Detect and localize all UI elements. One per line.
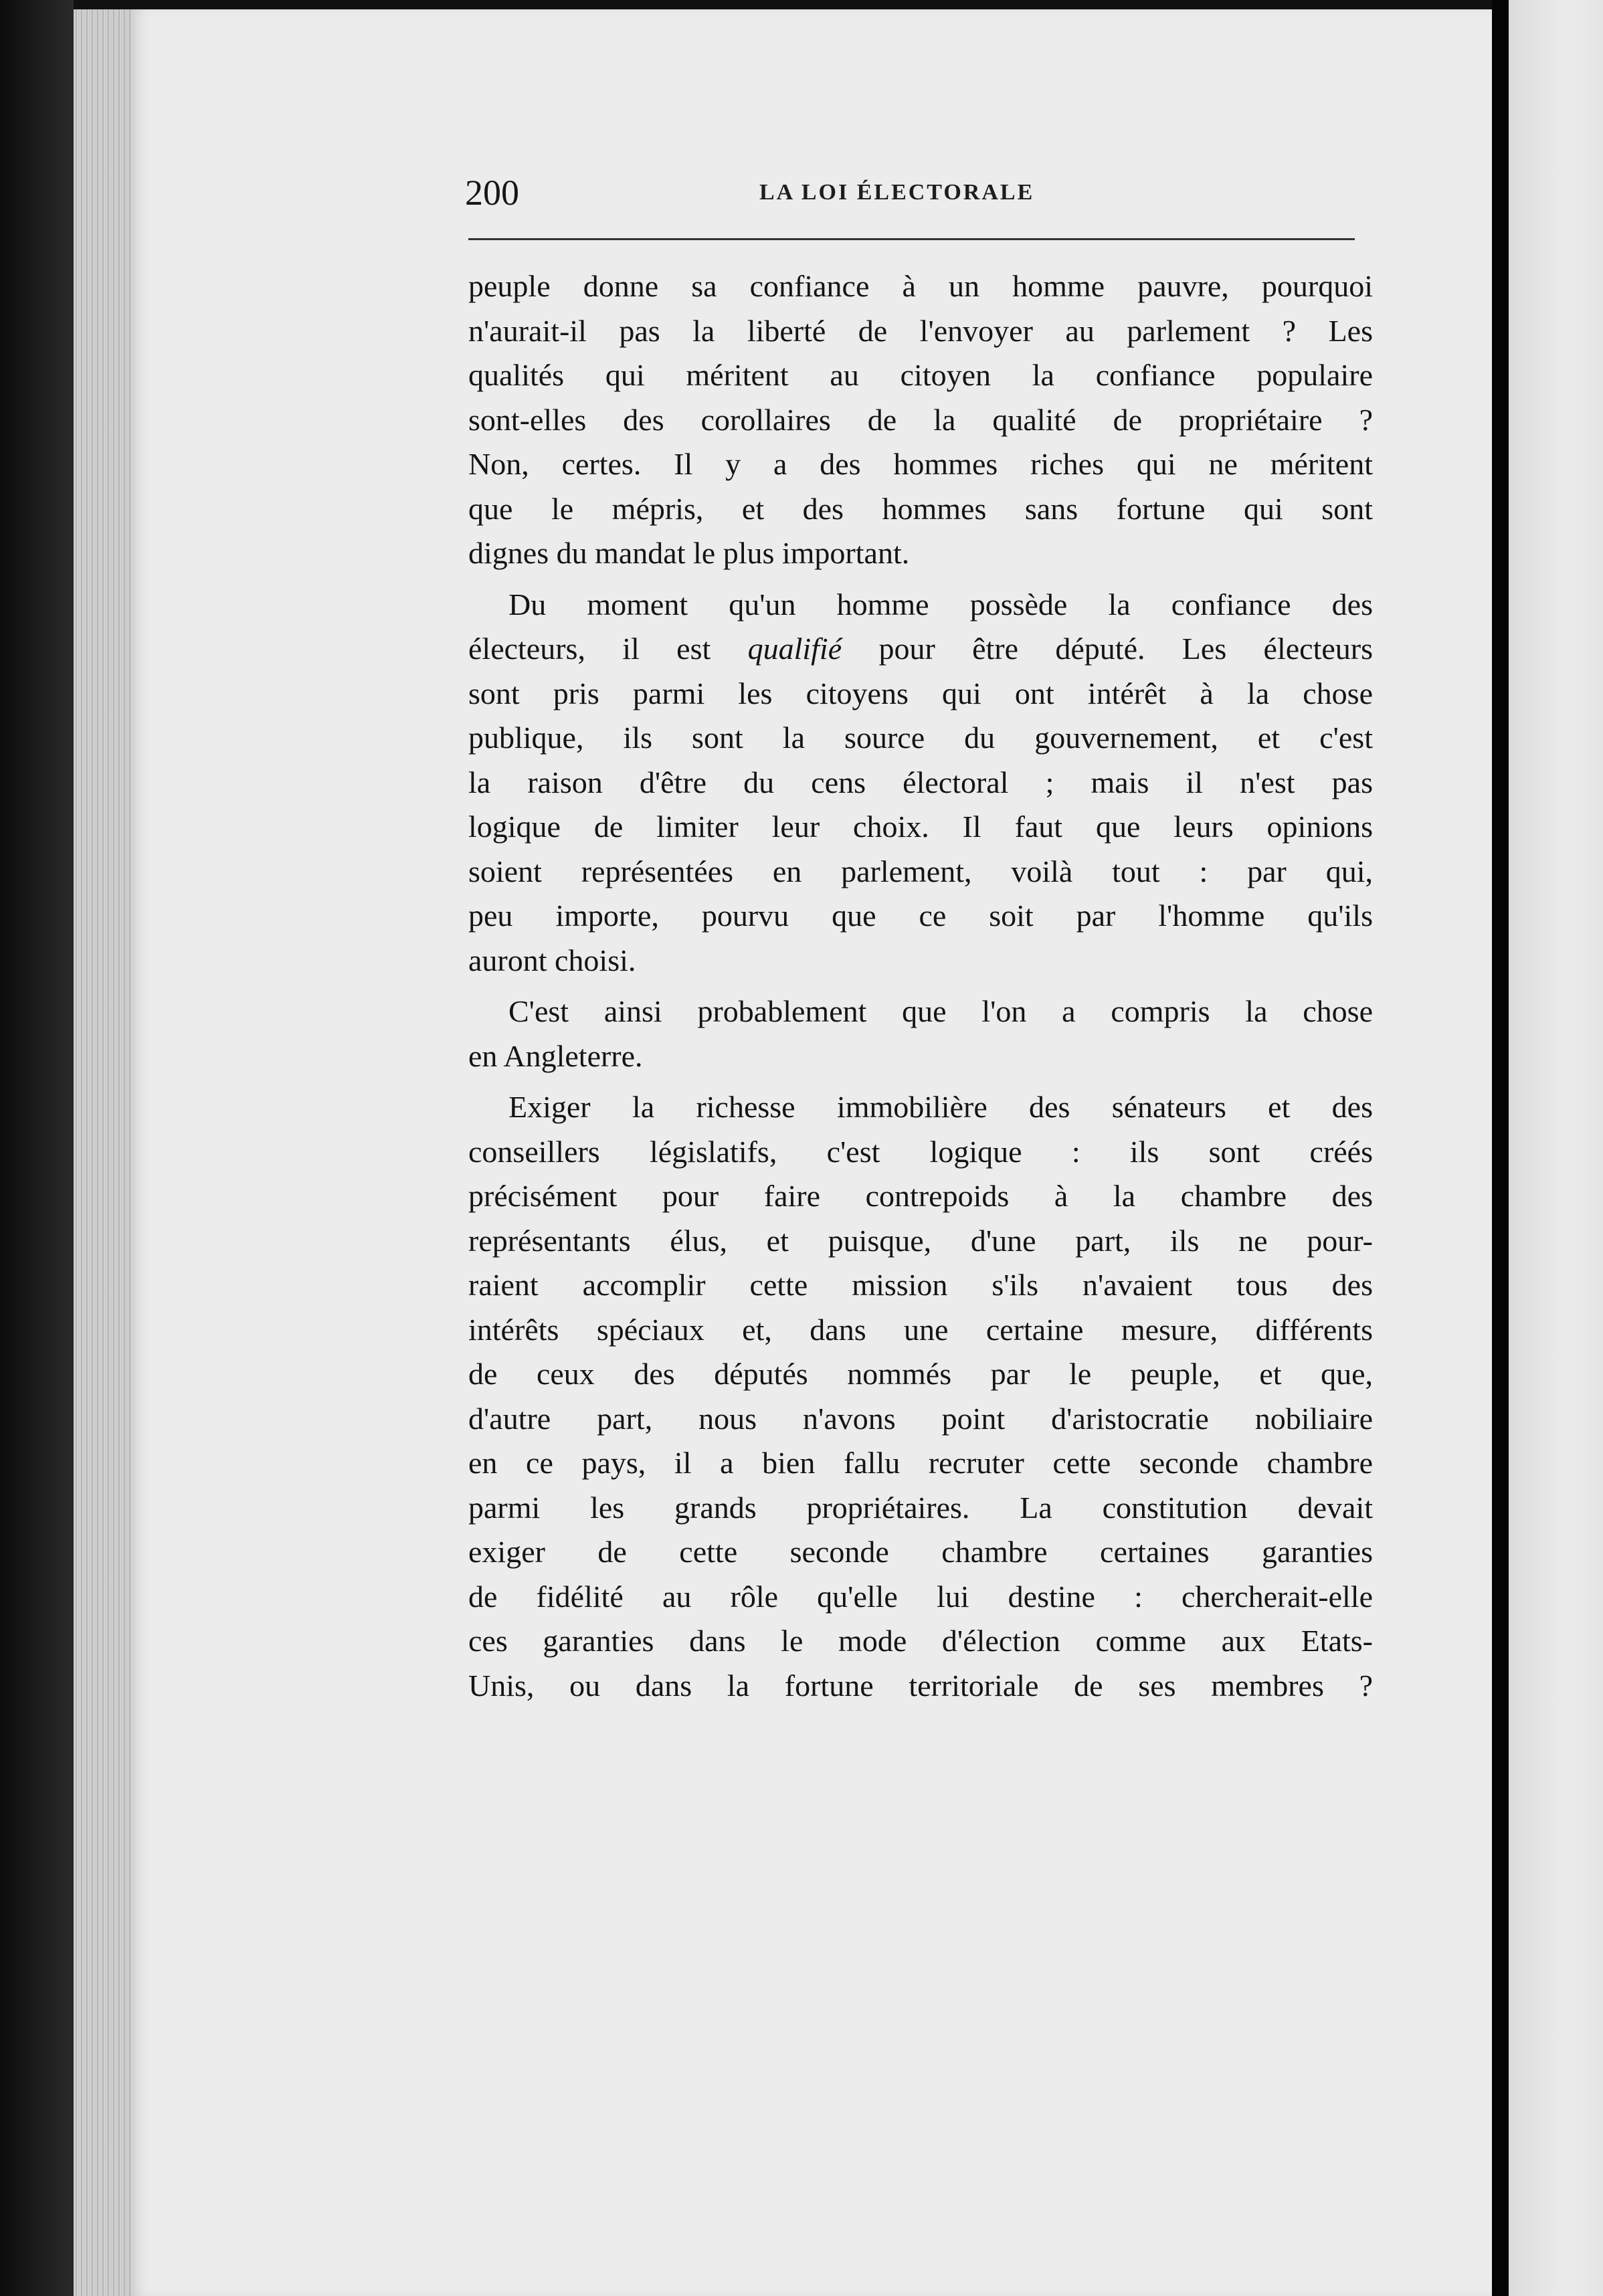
text-line: dignes du mandat le plus important. [468, 536, 910, 570]
text-line: auront choisi. [468, 943, 636, 977]
paragraph-4 [468, 1085, 1373, 1708]
text-line: raient accomplir cette mission s'ils n'avaient tous des [468, 1268, 1373, 1302]
italic-word: qualifié [747, 632, 842, 666]
paragraph-2 [468, 583, 1373, 983]
text-line: précisément pour faire contrepoids à la chambre des [468, 1179, 1373, 1213]
running-head [465, 166, 1355, 219]
page-stack-edge [74, 0, 130, 2296]
text-line: n'aurait-il pas la liberté de l'envoyer au parlement ? Les [468, 313, 1373, 348]
text-line: que le mépris, et des hommes sans fortune qui sont [468, 491, 1373, 526]
page-number: 200 [465, 173, 519, 213]
scan-left-edge [0, 0, 74, 2296]
scan-top-border [74, 0, 1492, 9]
paragraph-3 [468, 989, 1373, 1078]
text-line: la raison d'être du cens électoral ; mais il n'est pas [468, 765, 1373, 799]
text-segment: pour être député. Les électeurs [842, 632, 1374, 666]
text-line: conseillers législatifs, c'est logique : ils sont créés [468, 1134, 1373, 1169]
text-line: Unis, ou dans la fortune territoriale de ses membres ? [468, 1668, 1373, 1703]
text-line: qualités qui méritent au citoyen la confiance populaire [468, 358, 1373, 392]
text-line: de fidélité au rôle qu'elle lui destine : chercherait-elle [468, 1579, 1373, 1614]
text-line: Non, certes. Il y a des hommes riches qui ne méritent [468, 447, 1373, 481]
paragraph-1 [468, 264, 1373, 576]
text-line: d'autre part, nous n'avons point d'aristocratie nobiliaire [468, 1401, 1373, 1436]
text-line: peuple donne sa confiance à un homme pauvre, pourquoi [468, 269, 1373, 303]
text-line: sont-elles des corollaires de la qualité de propriétaire ? [468, 402, 1373, 437]
text-line: en ce pays, il a bien fallu recruter cette seconde chambre [468, 1446, 1373, 1480]
text-line: sont pris parmi les citoyens qui ont intérêt à la chose [468, 676, 1373, 710]
book-gutter [1492, 0, 1509, 2296]
text-line: peu importe, pourvu que ce soit par l'homme qu'ils [468, 898, 1373, 933]
text-line: C'est ainsi probablement que l'on a compris la chose [508, 994, 1373, 1028]
text-line: parmi les grands propriétaires. La constitution devait [468, 1490, 1373, 1525]
text-line: représentants élus, et puisque, d'une part, ils ne pour- [468, 1223, 1373, 1258]
text-line: intérêts spéciaux et, dans une certaine mesure, différents [468, 1312, 1373, 1347]
facing-page-edge [1509, 0, 1603, 2296]
text-segment: électeurs, il est [468, 632, 748, 666]
text-line: de ceux des députés nommés par le peuple, et que, [468, 1357, 1373, 1391]
text-line: publique, ils sont la source du gouvernement, et c'est [468, 721, 1373, 755]
text-line: en Angleterre. [468, 1038, 643, 1073]
text-line: Exiger la richesse immobilière des sénateurs et des [508, 1090, 1373, 1124]
running-title: LA LOI ÉLECTORALE [759, 180, 1035, 205]
text-line-with-italic [468, 627, 1373, 672]
text-line: soient représentées en parlement, voilà tout : par qui, [468, 854, 1373, 888]
text-line: Du moment qu'un homme possède la confiance des [508, 587, 1373, 621]
text-line: exiger de cette seconde chambre certaines garanties [468, 1535, 1373, 1569]
text-line: ces garanties dans le mode d'élection comme aux Etats- [468, 1624, 1373, 1658]
header-rule [468, 238, 1355, 240]
body-text [468, 264, 1373, 1708]
text-line: logique de limiter leur choix. Il faut que leurs opinions [468, 809, 1373, 844]
